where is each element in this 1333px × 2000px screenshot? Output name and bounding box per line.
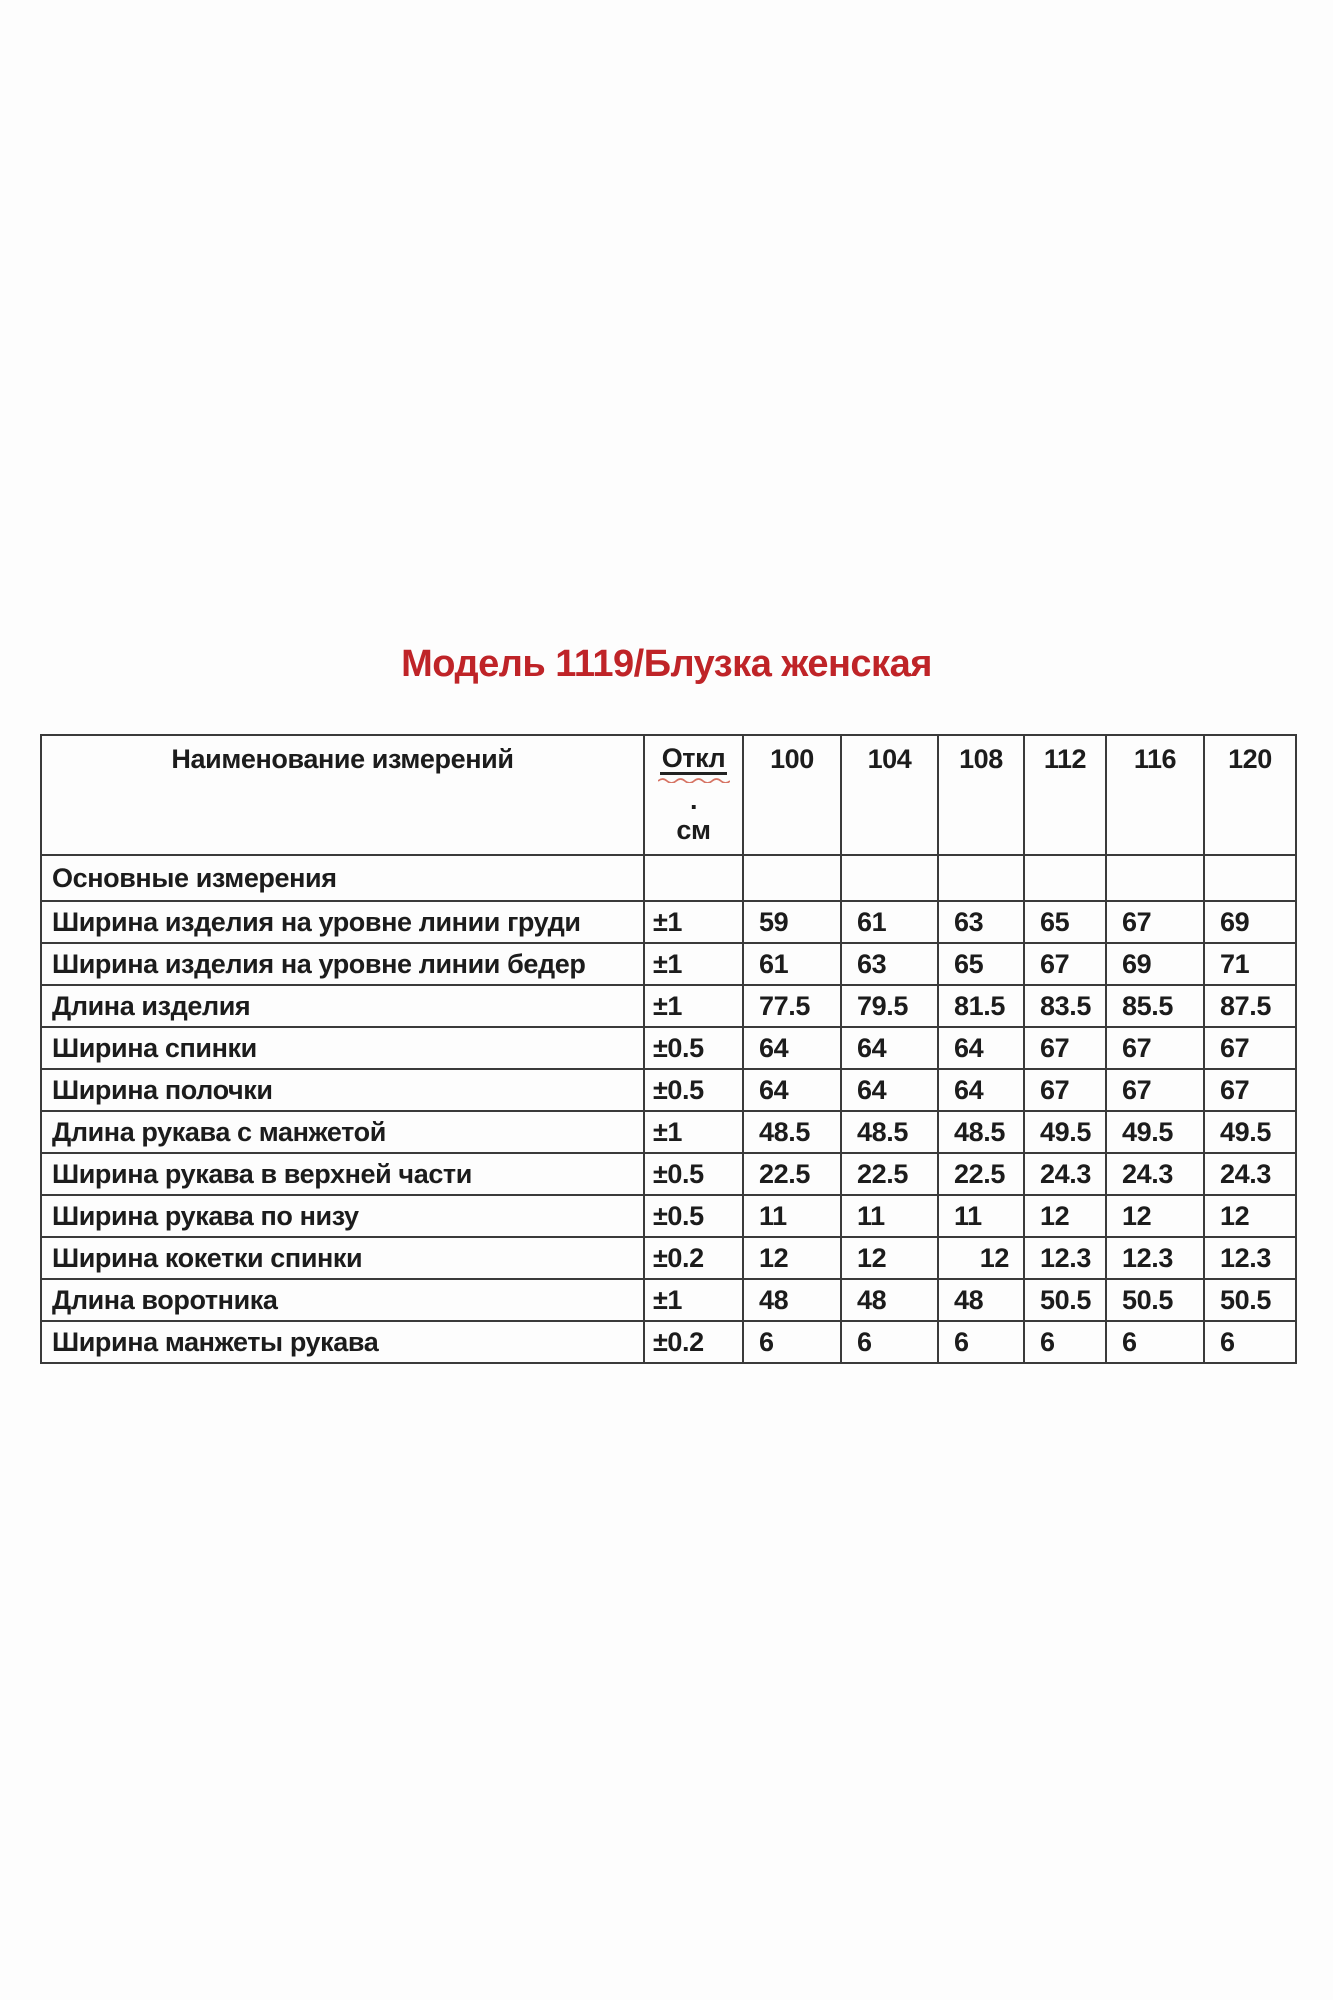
measurement-name-cell: Основные измерения [41,855,644,901]
value-cell: 67 [1106,1069,1204,1111]
measurement-name-cell: Длина изделия [41,985,644,1027]
table-row [41,1195,1296,1237]
size-header-116: 116 [1106,735,1204,855]
value-cell: 12.3 [1024,1237,1106,1279]
value-cell: 12 [938,1237,1024,1279]
deviation-cell [644,855,743,901]
value-cell: 22.5 [938,1153,1024,1195]
value-cell: 11 [938,1195,1024,1237]
deviation-cell: ±1 [644,1279,743,1321]
value-cell: 11 [841,1195,938,1237]
value-cell: 12 [1024,1195,1106,1237]
measurement-name-cell: Ширина манжеты рукава [41,1321,644,1363]
value-cell [938,855,1024,901]
table-row [41,1153,1296,1195]
value-cell: 6 [1204,1321,1296,1363]
value-cell: 71 [1204,943,1296,985]
value-cell: 12.3 [1204,1237,1296,1279]
measurement-name-cell: Ширина полочки [41,1069,644,1111]
value-cell: 64 [841,1027,938,1069]
value-cell: 48 [938,1279,1024,1321]
deviation-header-stack [645,736,742,850]
value-cell: 48.5 [841,1111,938,1153]
value-cell: 50.5 [1204,1279,1296,1321]
deviation-cell: ±1 [644,985,743,1027]
value-cell: 67 [1024,1027,1106,1069]
deviation-cell: ±1 [644,901,743,943]
measurement-name-cell: Длина воротника [41,1279,644,1321]
deviation-cell: ±1 [644,943,743,985]
size-header-104: 104 [841,735,938,855]
deviation-word-wrap [658,744,730,783]
value-cell: 50.5 [1106,1279,1204,1321]
size-table-header [41,735,1296,855]
value-cell [841,855,938,901]
value-cell: 64 [938,1069,1024,1111]
value-cell: 49.5 [1204,1111,1296,1153]
deviation-cell: ±0.5 [644,1153,743,1195]
value-cell: 24.3 [1204,1153,1296,1195]
value-cell: 61 [743,943,841,985]
header-row [41,735,1296,855]
table-row [41,1237,1296,1279]
measurement-name-cell: Ширина кокетки спинки [41,1237,644,1279]
value-cell: 12 [1204,1195,1296,1237]
value-cell: 59 [743,901,841,943]
value-cell: 85.5 [1106,985,1204,1027]
table-row [41,855,1296,901]
deviation-cell: ±0.5 [644,1027,743,1069]
deviation-word: Откл [660,744,728,775]
value-cell: 24.3 [1106,1153,1204,1195]
value-cell: 12 [1106,1195,1204,1237]
measurement-name-cell: Ширина рукава в верхней части [41,1153,644,1195]
measurement-name-cell: Ширина спинки [41,1027,644,1069]
table-row [41,1069,1296,1111]
value-cell: 67 [1106,1027,1204,1069]
value-cell: 65 [938,943,1024,985]
value-cell: 65 [1024,901,1106,943]
value-cell: 48 [841,1279,938,1321]
value-cell: 61 [841,901,938,943]
deviation-dot: . [689,785,698,816]
size-table-body [41,855,1296,1363]
value-cell: 67 [1024,1069,1106,1111]
value-cell: 79.5 [841,985,938,1027]
value-cell: 77.5 [743,985,841,1027]
measurement-name-cell: Ширина рукава по низу [41,1195,644,1237]
value-cell [1106,855,1204,901]
deviation-cell: ±0.5 [644,1069,743,1111]
table-row [41,1321,1296,1363]
page-title: Модель 1119/Блузка женская [401,643,932,685]
value-cell: 50.5 [1024,1279,1106,1321]
value-cell: 12 [743,1237,841,1279]
deviation-unit: см [676,815,711,845]
value-cell: 87.5 [1204,985,1296,1027]
value-cell: 49.5 [1024,1111,1106,1153]
value-cell: 64 [743,1027,841,1069]
value-cell: 64 [743,1069,841,1111]
size-header-120: 120 [1204,735,1296,855]
value-cell: 48 [743,1279,841,1321]
size-header-108: 108 [938,735,1024,855]
value-cell: 6 [743,1321,841,1363]
deviation-cell: ±0.2 [644,1237,743,1279]
measurement-name-cell: Ширина изделия на уровне линии груди [41,901,644,943]
value-cell [1024,855,1106,901]
value-cell: 49.5 [1106,1111,1204,1153]
value-cell: 67 [1106,901,1204,943]
value-cell: 6 [938,1321,1024,1363]
value-cell: 67 [1024,943,1106,985]
value-cell: 6 [841,1321,938,1363]
table-row [41,985,1296,1027]
spellcheck-squiggle-icon [658,777,730,783]
measurement-name-cell: Длина рукава с манжетой [41,1111,644,1153]
value-cell: 48.5 [938,1111,1024,1153]
deviation-cell: ±0.5 [644,1195,743,1237]
value-cell: 24.3 [1024,1153,1106,1195]
value-cell: 83.5 [1024,985,1106,1027]
value-cell: 69 [1106,943,1204,985]
header-measurement-name: Наименование измерений [41,735,644,855]
value-cell: 6 [1024,1321,1106,1363]
value-cell: 48.5 [743,1111,841,1153]
value-cell: 11 [743,1195,841,1237]
value-cell: 22.5 [841,1153,938,1195]
value-cell [1204,855,1296,901]
deviation-cell: ±1 [644,1111,743,1153]
header-deviation [644,735,743,855]
value-cell: 81.5 [938,985,1024,1027]
table-row [41,943,1296,985]
value-cell: 12.3 [1106,1237,1204,1279]
size-header-100: 100 [743,735,841,855]
value-cell: 22.5 [743,1153,841,1195]
value-cell: 63 [938,901,1024,943]
table-row [41,1027,1296,1069]
size-header-112: 112 [1024,735,1106,855]
table-row [41,1111,1296,1153]
table-row [41,1279,1296,1321]
size-table [40,734,1297,1364]
deviation-cell: ±0.2 [644,1321,743,1363]
value-cell: 64 [938,1027,1024,1069]
value-cell: 67 [1204,1069,1296,1111]
value-cell: 63 [841,943,938,985]
value-cell: 64 [841,1069,938,1111]
value-cell: 12 [841,1237,938,1279]
value-cell [743,855,841,901]
measurement-name-cell: Ширина изделия на уровне линии бедер [41,943,644,985]
value-cell: 69 [1204,901,1296,943]
value-cell: 67 [1204,1027,1296,1069]
table-row [41,901,1296,943]
value-cell: 6 [1106,1321,1204,1363]
